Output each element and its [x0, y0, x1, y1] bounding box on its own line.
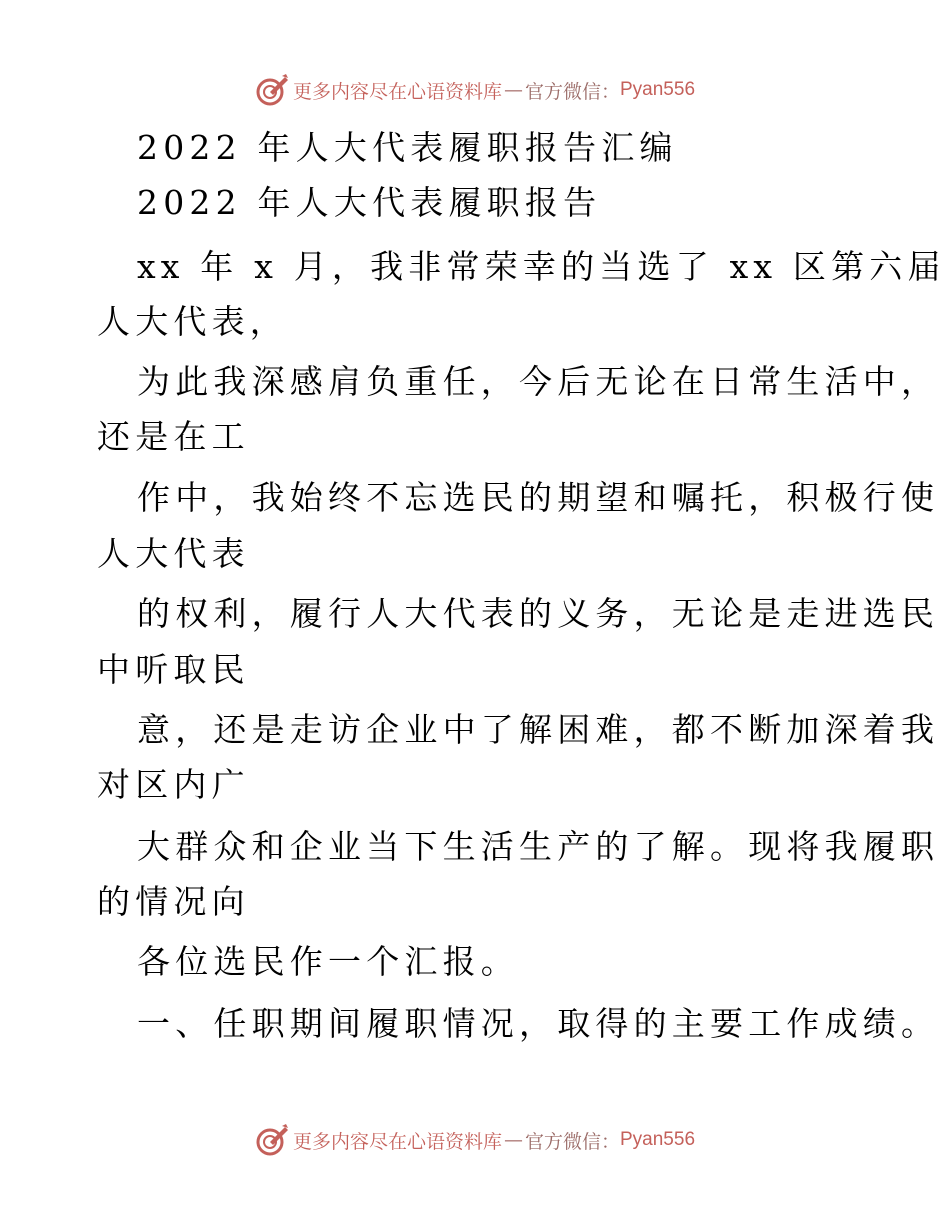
- pen-logo-icon: [255, 1123, 289, 1157]
- text-line: 人大代表: [97, 534, 250, 573]
- text-line: xx 年 x 月，我非常荣幸的当选了 xx 区第六届: [137, 247, 946, 286]
- watermark-text: 更多内容尽在心语资料库: [292, 80, 502, 103]
- watermark-text: 更多内容尽在心语资料库: [292, 1130, 502, 1153]
- watermark-handle: Pyan556: [620, 79, 696, 100]
- text-line: 还是在工: [97, 417, 250, 456]
- watermark-handle: Pyan556: [620, 1129, 696, 1150]
- document-title: 2022 年人大代表履职报告汇编: [137, 128, 678, 167]
- text-line: 人大代表，: [97, 302, 288, 341]
- text-line: 大群众和企业当下生活生产的了解。现将我履职: [137, 827, 940, 866]
- text-line: 为此我深感肩负重任，今后无论在日常生活中，: [137, 362, 940, 401]
- text-line: 的情况向: [97, 882, 250, 921]
- watermark-separator: —: [503, 1129, 523, 1151]
- watermark-contact-label: 官方微信：: [524, 80, 620, 103]
- text-line: 的权利，履行人大代表的义务，无论是走进选民: [137, 594, 940, 633]
- document-subtitle: 2022 年人大代表履职报告: [137, 183, 602, 222]
- pen-logo-icon: [255, 73, 289, 107]
- watermark-header: [0, 70, 950, 110]
- watermark-separator: —: [503, 79, 523, 101]
- text-line: 意，还是走访企业中了解困难，都不断加深着我: [137, 710, 940, 749]
- text-line: 作中，我始终不忘选民的期望和嘱托，积极行使: [137, 478, 940, 517]
- section-heading: 一、任职期间履职情况，取得的主要工作成绩。: [137, 1004, 940, 1043]
- text-line: 对区内广: [97, 765, 250, 804]
- text-line: 中听取民: [97, 650, 250, 689]
- watermark-contact-label: 官方微信：: [524, 1130, 620, 1153]
- text-line: 各位选民作一个汇报。: [137, 942, 519, 981]
- watermark-footer: [0, 1120, 950, 1160]
